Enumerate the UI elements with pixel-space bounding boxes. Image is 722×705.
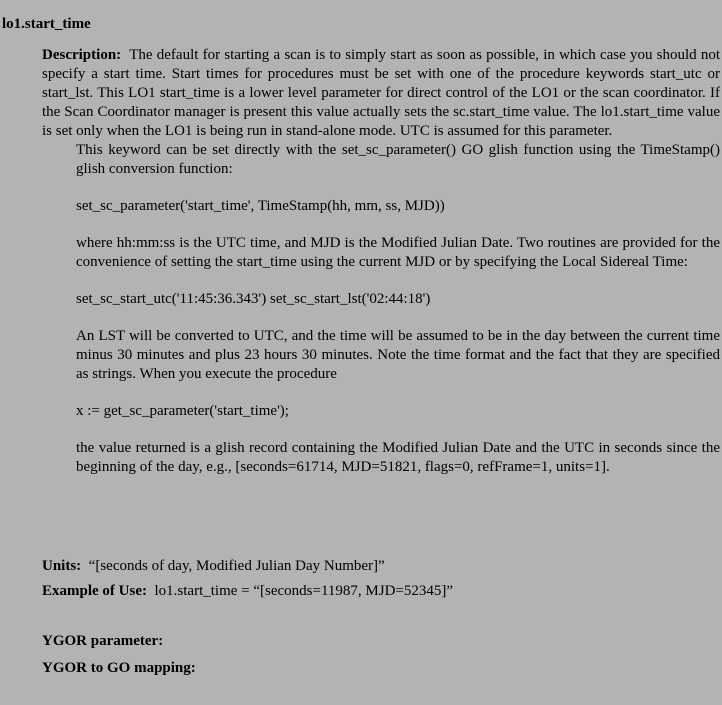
description-para-5: the value returned is a glish record containing the Modified Julian Date and the UTC in seconds since the beginning of the day, e.g., [seconds=61714, MJD=51821, flags=0, refFrame=1, units=1].	[76, 440, 720, 475]
description-para-3: where hh:mm:ss is the UTC time, and MJD is the Modified Julian Date. Two routines are provided for the convenience of setting the start_time using the current MJD or by specifying the Local Sidereal Time:	[76, 235, 720, 270]
description-text-1: The default for starting a scan is to simply start as soon as possible, in which case you should not specify a start time. Start times for procedures must be set with one of the procedure keywords start_utc or start_lst. This LO1 start_time is a lower level parameter for direct control of the LO1 or the scan coordinator. If the Scan Coordinator manager is present this value actually sets the sc.start_time value. The lo1.start_time value is set only when the LO1 is being run in stand-alone mode. UTC is assumed for this parameter.	[42, 47, 720, 139]
example-line	[42, 582, 453, 601]
example-label: Example of Use:	[42, 583, 147, 599]
code-example-1: set_sc_parameter('start_time', TimeStamp(hh, mm, ss, MJD))	[76, 198, 445, 214]
description-para-2: This keyword can be set directly with the set_sc_parameter() GO glish function using the TimeStamp() glish conversion function:	[76, 142, 720, 177]
description-body	[76, 141, 720, 477]
description-label: Description:	[42, 47, 122, 63]
units-line	[42, 557, 385, 576]
description-para-1	[42, 46, 720, 141]
code-example-3: x := get_sc_parameter('start_time');	[76, 403, 289, 419]
ygor-parameter-label: YGOR parameter:	[42, 633, 164, 649]
description-section	[42, 46, 720, 477]
description-para-4: An LST will be converted to UTC, and the time will be assumed to be in the day between the current time minus 30 minutes and plus 23 hours 30 minutes. Note the time format and the fact that they are specified as strings. When you execute the procedure	[76, 328, 720, 382]
ygor-mapping-label: YGOR to GO mapping:	[42, 660, 196, 676]
code-example-2: set_sc_start_utc('11:45:36.343') set_sc_start_lst('02:44:18')	[76, 291, 431, 307]
parameter-title: lo1.start_time	[2, 16, 91, 32]
units-value: “[seconds of day, Modified Julian Day Number]”	[88, 558, 385, 574]
units-label: Units:	[42, 558, 82, 574]
example-value: lo1.start_time = “[seconds=11987, MJD=52345]”	[154, 583, 454, 599]
